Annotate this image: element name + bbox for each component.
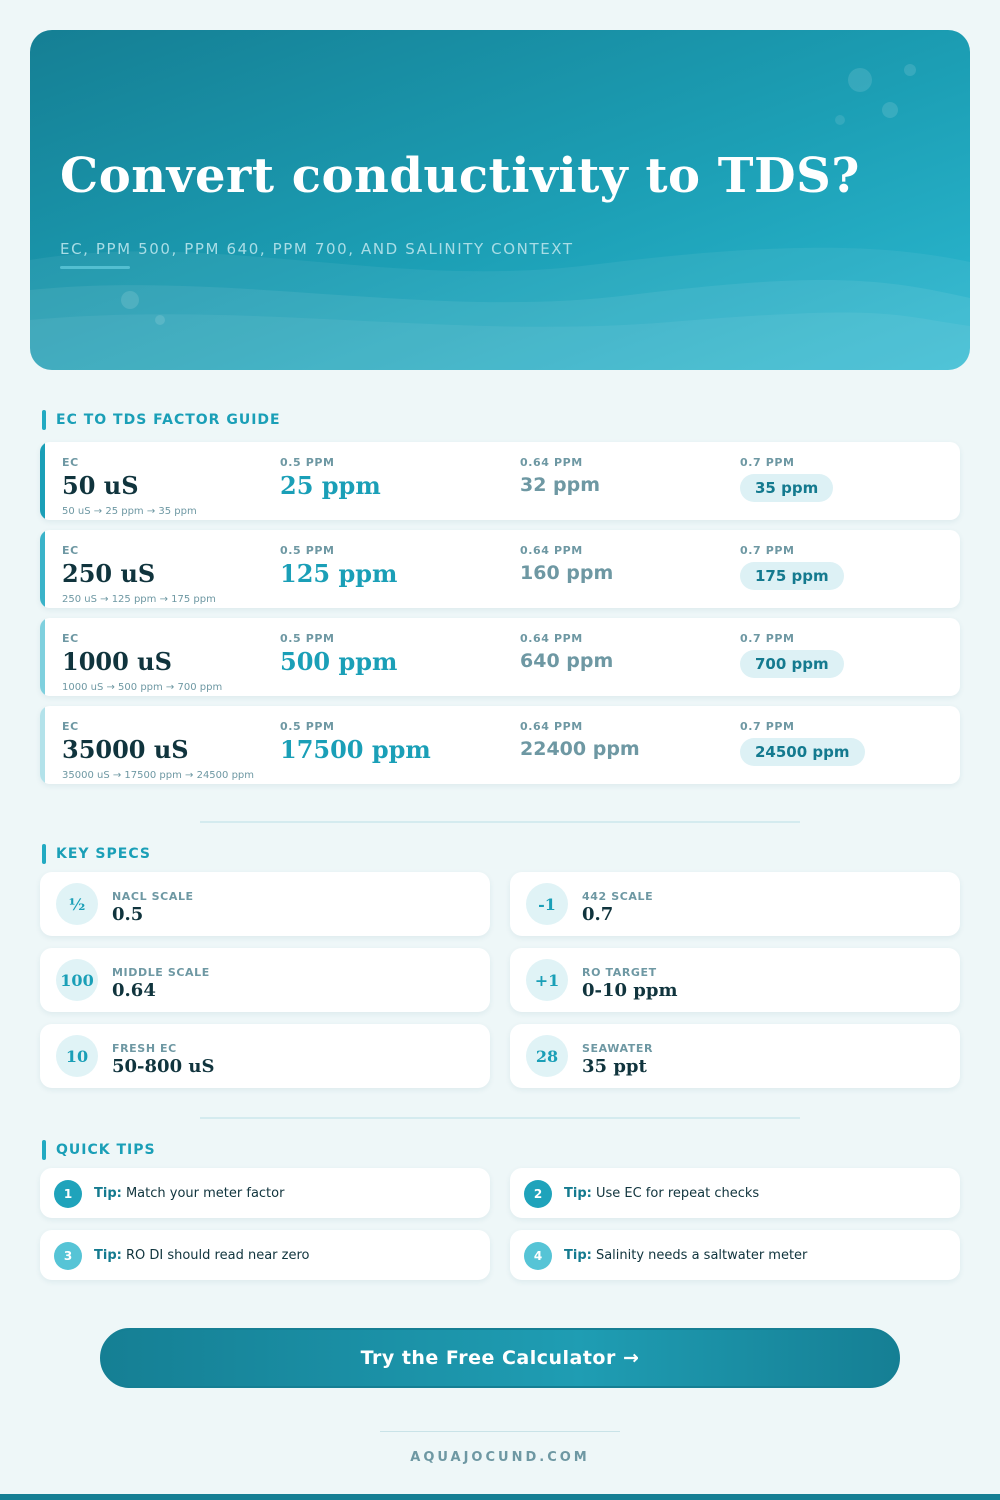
tip-number-badge: 4 [524, 1242, 552, 1270]
factor-label-f07: 0.7 PPM [740, 632, 795, 645]
hero-banner [30, 30, 970, 370]
spec-label: SEAWATER [582, 1042, 654, 1055]
factor-cell-f064 [520, 632, 613, 672]
tip-body: Salinity needs a saltwater meter [595, 1248, 808, 1263]
tip-body: Match your meter factor [125, 1186, 285, 1201]
tip-prefix: Tip: [564, 1186, 592, 1201]
spec-icon-badge: 10 [56, 1035, 98, 1077]
row-accent-bar [40, 706, 45, 784]
spec-card [510, 948, 960, 1012]
factor-label-f064: 0.64 PPM [520, 456, 583, 469]
tip-prefix: Tip: [564, 1248, 592, 1263]
tip-number-badge: 1 [54, 1180, 82, 1208]
factor-value-f05: 125 ppm [280, 559, 398, 588]
factor-cell-f064 [520, 720, 640, 760]
row-accent-bar [40, 442, 45, 520]
conversion-chain: 1000 uS → 500 ppm → 700 ppm [62, 682, 223, 693]
factor-value-f05: 25 ppm [280, 471, 381, 500]
conversion-chain: 35000 uS → 17500 ppm → 24500 ppm [62, 770, 255, 781]
tip-number-badge: 3 [54, 1242, 82, 1270]
factor-value-f07: 35 ppm [740, 474, 833, 502]
spec-card [40, 872, 490, 936]
spec-card [40, 948, 490, 1012]
spec-icon-badge: ½ [56, 883, 98, 925]
factor-cell-f05 [280, 456, 381, 500]
factor-cell-f07 [740, 456, 833, 502]
factor-label-f07: 0.7 PPM [740, 456, 795, 469]
factor-label-f07: 0.7 PPM [740, 544, 795, 557]
spec-card [510, 1024, 960, 1088]
factor-value-f05: 17500 ppm [280, 735, 431, 764]
factor-row [40, 618, 960, 696]
factor-label-f064: 0.64 PPM [520, 544, 583, 557]
spec-value: 0.7 [582, 904, 614, 925]
factor-label-ec: EC [62, 456, 79, 469]
spec-icon-badge: -1 [526, 883, 568, 925]
footer-site-link[interactable]: AQUAJOCUND.COM [410, 1450, 590, 1465]
spec-value: 0.5 [112, 904, 144, 925]
tip-prefix: Tip: [94, 1248, 122, 1263]
factor-label-ec: EC [62, 632, 79, 645]
tip-card [40, 1230, 490, 1280]
footer-divider [380, 1431, 620, 1432]
conversion-chain: 250 uS → 125 ppm → 175 ppm [62, 594, 216, 605]
tip-card [40, 1168, 490, 1218]
tip-card [510, 1230, 960, 1280]
factor-value-ec: 50 uS [62, 471, 139, 500]
factor-cell-f064 [520, 456, 600, 496]
factor-cell-f05 [280, 720, 431, 764]
factor-row [40, 442, 960, 520]
factor-cell-f05 [280, 632, 397, 676]
tip-body: Use EC for repeat checks [595, 1186, 760, 1201]
factor-label-f05: 0.5 PPM [280, 632, 335, 645]
factor-value-ec: 1000 uS [62, 647, 172, 676]
spec-label: NACL SCALE [112, 890, 194, 903]
spec-value: 0.64 [112, 980, 156, 1001]
spec-card [40, 1024, 490, 1088]
factor-cell-ec [62, 632, 172, 676]
factor-value-f064: 22400 ppm [520, 738, 640, 760]
section-heading-factor-guide: EC TO TDS FACTOR GUIDE [42, 410, 281, 430]
factor-row [40, 530, 960, 608]
bottom-accent-bar [0, 1494, 1000, 1500]
conversion-chain: 50 uS → 25 ppm → 35 ppm [62, 506, 197, 517]
factor-cell-ec [62, 720, 189, 764]
factor-cell-f064 [520, 544, 613, 584]
spec-icon-badge: +1 [526, 959, 568, 1001]
factor-cell-ec [62, 456, 139, 500]
factor-cell-f05 [280, 544, 397, 588]
factor-value-f07: 175 ppm [740, 562, 844, 590]
spec-label: RO TARGET [582, 966, 657, 979]
factor-label-f05: 0.5 PPM [280, 720, 335, 733]
tip-body: RO DI should read near zero [125, 1248, 310, 1263]
tip-text [94, 1248, 309, 1263]
factor-label-f05: 0.5 PPM [280, 544, 335, 557]
section-heading-quick-tips: QUICK TIPS [42, 1140, 156, 1160]
section-heading-key-specs: KEY SPECS [42, 844, 151, 864]
factor-cell-f07 [740, 632, 844, 678]
factor-label-f064: 0.64 PPM [520, 632, 583, 645]
page-title: Convert conductivity to TDS? [60, 148, 860, 204]
spec-value: 0-10 ppm [582, 980, 678, 1001]
free-calculator-button[interactable]: Try the Free Calculator → [100, 1328, 900, 1388]
tip-number-badge: 2 [524, 1180, 552, 1208]
tip-text [564, 1186, 759, 1201]
tip-card [510, 1168, 960, 1218]
spec-icon-badge: 100 [56, 959, 98, 1001]
factor-label-f05: 0.5 PPM [280, 456, 335, 469]
section-divider [200, 821, 800, 823]
factor-row [40, 706, 960, 784]
tip-text [94, 1186, 284, 1201]
factor-value-f07: 24500 ppm [740, 738, 865, 766]
spec-label: FRESH EC [112, 1042, 177, 1055]
spec-label: 442 SCALE [582, 890, 654, 903]
spec-label: MIDDLE SCALE [112, 966, 210, 979]
factor-label-ec: EC [62, 544, 79, 557]
section-divider [200, 1117, 800, 1119]
row-accent-bar [40, 530, 45, 608]
tip-text [564, 1248, 807, 1263]
hero-underline [60, 266, 130, 269]
factor-value-f064: 160 ppm [520, 562, 614, 584]
factor-value-f07: 700 ppm [740, 650, 844, 678]
factor-value-ec: 250 uS [62, 559, 156, 588]
factor-label-f07: 0.7 PPM [740, 720, 795, 733]
factor-value-f05: 500 ppm [280, 647, 398, 676]
factor-value-ec: 35000 uS [62, 735, 189, 764]
factor-cell-ec [62, 544, 155, 588]
tip-prefix: Tip: [94, 1186, 122, 1201]
factor-value-f064: 32 ppm [520, 474, 601, 496]
spec-value: 50-800 uS [112, 1056, 215, 1077]
factor-value-f064: 640 ppm [520, 650, 614, 672]
spec-value: 35 ppt [582, 1056, 647, 1077]
factor-cell-f07 [740, 720, 865, 766]
page-subtitle: EC, PPM 500, PPM 640, PPM 700, AND SALINITY CONTEXT [60, 240, 574, 258]
factor-label-ec: EC [62, 720, 79, 733]
spec-icon-badge: 28 [526, 1035, 568, 1077]
factor-label-f064: 0.64 PPM [520, 720, 583, 733]
factor-cell-f07 [740, 544, 844, 590]
row-accent-bar [40, 618, 45, 696]
spec-card [510, 872, 960, 936]
